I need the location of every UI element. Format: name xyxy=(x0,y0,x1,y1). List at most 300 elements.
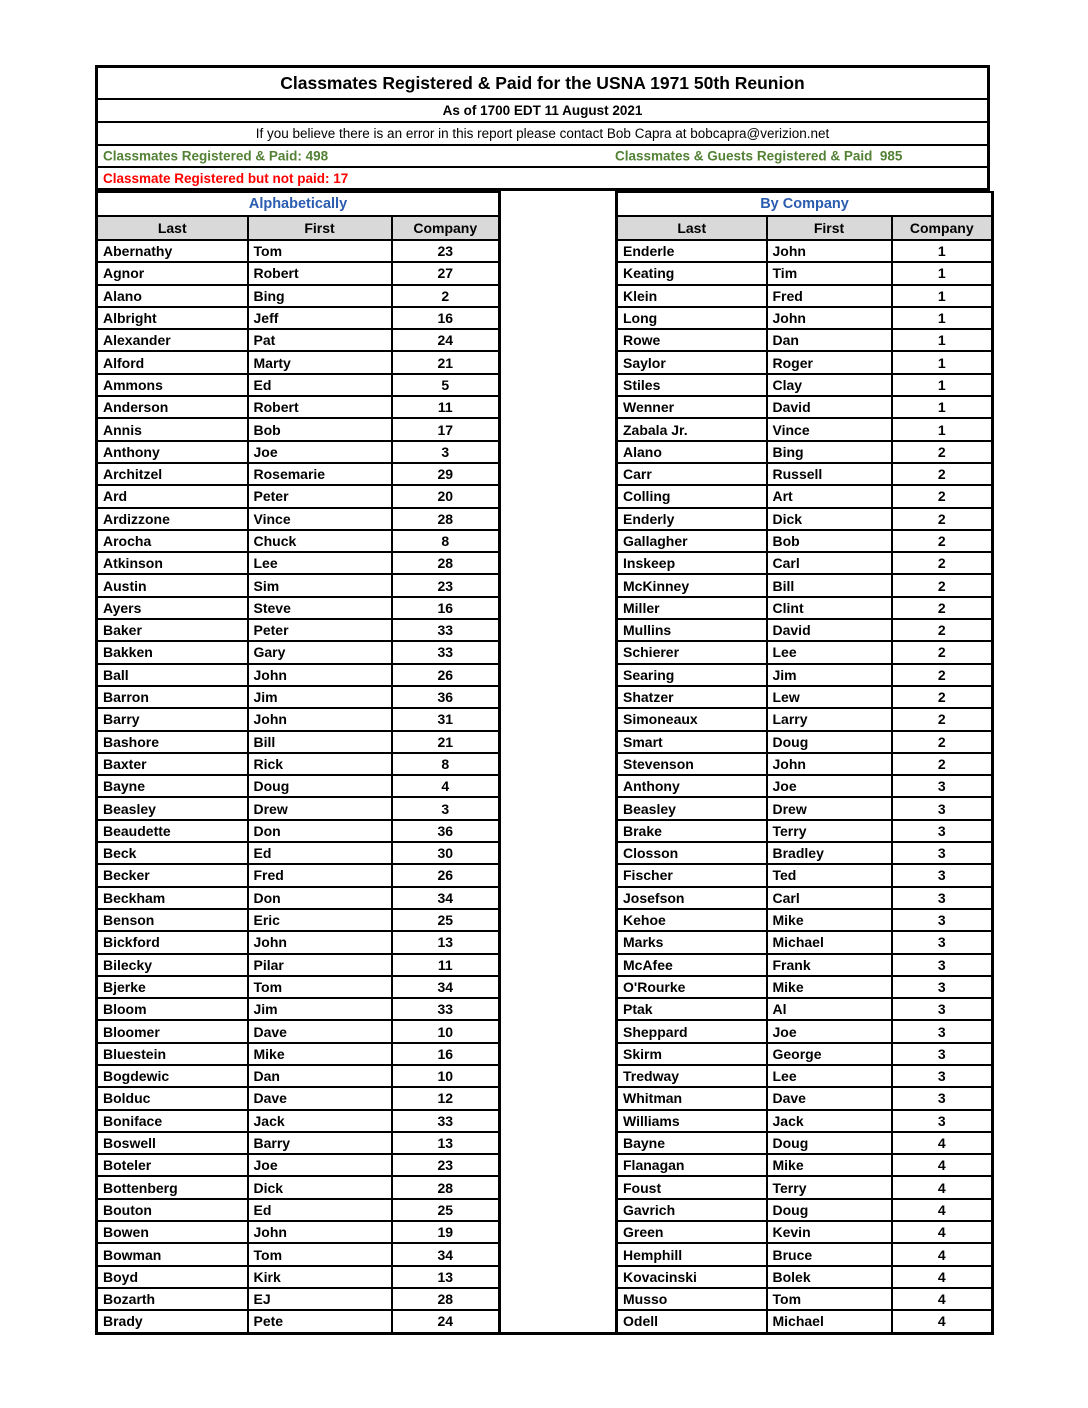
company-cell: 19 xyxy=(392,1221,500,1243)
last-cell: Miller xyxy=(617,597,767,619)
table-row xyxy=(617,619,993,641)
as-of-timestamp: As of 1700 EDT 11 August 2021 xyxy=(98,100,987,123)
table-row xyxy=(97,262,500,284)
table-row xyxy=(617,1266,993,1288)
last-cell: Bowen xyxy=(97,1221,248,1243)
table-row xyxy=(97,1243,500,1265)
first-cell: Dave xyxy=(248,1087,392,1109)
table-row xyxy=(617,1221,993,1243)
table-row xyxy=(617,329,993,351)
first-cell: Bob xyxy=(248,418,392,440)
last-cell: Whitman xyxy=(617,1087,767,1109)
first-cell: Bolek xyxy=(767,1266,892,1288)
table-row xyxy=(617,686,993,708)
report-header xyxy=(95,65,990,191)
company-cell: 3 xyxy=(892,864,993,886)
first-cell: Drew xyxy=(248,797,392,819)
company-cell: 2 xyxy=(892,530,993,552)
table-row xyxy=(617,485,993,507)
table-row xyxy=(97,1043,500,1065)
column-header-first: First xyxy=(248,216,392,240)
last-cell: Enderle xyxy=(617,240,767,262)
last-cell: Boteler xyxy=(97,1154,248,1176)
first-cell: Joe xyxy=(767,1020,892,1042)
last-cell: Wenner xyxy=(617,396,767,418)
first-cell: Dan xyxy=(767,329,892,351)
table-row xyxy=(617,1243,993,1265)
report-sheet xyxy=(95,65,990,1335)
table-row xyxy=(97,753,500,775)
company-cell: 21 xyxy=(392,351,500,373)
company-cell: 1 xyxy=(892,374,993,396)
classmates-paid-count: Classmates Registered & Paid: 498 xyxy=(103,148,329,164)
first-cell: Bill xyxy=(248,731,392,753)
table-row xyxy=(617,1020,993,1042)
last-cell: Brake xyxy=(617,820,767,842)
last-cell: Schierer xyxy=(617,641,767,663)
last-cell: Inskeep xyxy=(617,552,767,574)
table-row xyxy=(97,351,500,373)
company-cell: 30 xyxy=(392,842,500,864)
first-cell: Art xyxy=(767,485,892,507)
table-row xyxy=(97,686,500,708)
company-cell: 4 xyxy=(892,1154,993,1176)
table-row xyxy=(617,441,993,463)
table-row xyxy=(617,731,993,753)
first-cell: Pat xyxy=(248,329,392,351)
table-row xyxy=(97,508,500,530)
last-cell: Bogdewic xyxy=(97,1065,248,1087)
table-row xyxy=(97,1154,500,1176)
first-cell: Terry xyxy=(767,820,892,842)
alphabetical-section-title: Alphabetically xyxy=(97,192,500,216)
first-cell: John xyxy=(248,1221,392,1243)
table-row xyxy=(97,1110,500,1132)
table-row xyxy=(97,641,500,663)
last-cell: Flanagan xyxy=(617,1154,767,1176)
table-row xyxy=(617,552,993,574)
company-cell: 33 xyxy=(392,1110,500,1132)
first-cell: Jim xyxy=(248,686,392,708)
company-cell: 4 xyxy=(392,775,500,797)
table-row xyxy=(617,1288,993,1310)
last-cell: Fischer xyxy=(617,864,767,886)
table-row xyxy=(97,307,500,329)
last-cell: Shatzer xyxy=(617,686,767,708)
table-row xyxy=(617,240,993,262)
last-cell: Klein xyxy=(617,285,767,307)
first-cell: Dick xyxy=(767,508,892,530)
last-cell: Bluestein xyxy=(97,1043,248,1065)
table-row xyxy=(617,909,993,931)
last-cell: Green xyxy=(617,1221,767,1243)
first-cell: Ed xyxy=(248,842,392,864)
first-cell: Robert xyxy=(248,262,392,284)
company-cell: 16 xyxy=(392,307,500,329)
table-row xyxy=(97,1132,500,1154)
table-row xyxy=(97,1176,500,1198)
table-row xyxy=(617,1087,993,1109)
company-cell: 34 xyxy=(392,976,500,998)
table-row xyxy=(617,641,993,663)
first-cell: Dick xyxy=(248,1176,392,1198)
first-cell: Tim xyxy=(767,262,892,284)
last-cell: Benson xyxy=(97,909,248,931)
first-cell: Steve xyxy=(248,597,392,619)
first-cell: Pete xyxy=(248,1310,392,1333)
company-cell: 3 xyxy=(892,797,993,819)
last-cell: Hemphill xyxy=(617,1243,767,1265)
company-cell: 13 xyxy=(392,1132,500,1154)
column-header-last: Last xyxy=(97,216,248,240)
company-cell: 33 xyxy=(392,641,500,663)
last-cell: Stevenson xyxy=(617,753,767,775)
by-company-table xyxy=(615,191,994,1335)
table-row xyxy=(617,574,993,596)
table-row xyxy=(97,842,500,864)
last-cell: Ball xyxy=(97,664,248,686)
company-cell: 33 xyxy=(392,619,500,641)
last-cell: Bickford xyxy=(97,931,248,953)
table-row xyxy=(617,1154,993,1176)
first-cell: Carl xyxy=(767,552,892,574)
table-row xyxy=(97,1266,500,1288)
last-cell: Marks xyxy=(617,931,767,953)
table-row xyxy=(617,1043,993,1065)
last-cell: Anderson xyxy=(97,396,248,418)
last-cell: Bakken xyxy=(97,641,248,663)
last-cell: Ardizzone xyxy=(97,508,248,530)
company-cell: 1 xyxy=(892,285,993,307)
company-cell: 36 xyxy=(392,820,500,842)
table-row xyxy=(617,396,993,418)
last-cell: Alexander xyxy=(97,329,248,351)
first-cell: Tom xyxy=(248,1243,392,1265)
paid-counts-row xyxy=(98,146,987,168)
not-paid-row xyxy=(98,168,987,191)
table-row xyxy=(617,976,993,998)
company-cell: 28 xyxy=(392,552,500,574)
table-row xyxy=(97,597,500,619)
last-cell: Bilecky xyxy=(97,954,248,976)
company-cell: 2 xyxy=(892,708,993,730)
first-cell: Joe xyxy=(767,775,892,797)
company-cell: 24 xyxy=(392,329,500,351)
table-row xyxy=(97,708,500,730)
last-cell: Bottenberg xyxy=(97,1176,248,1198)
company-cell: 23 xyxy=(392,240,500,262)
company-cell: 12 xyxy=(392,1087,500,1109)
company-cell: 27 xyxy=(392,262,500,284)
last-cell: Colling xyxy=(617,485,767,507)
last-cell: Mullins xyxy=(617,619,767,641)
last-cell: Barron xyxy=(97,686,248,708)
alphabetical-table xyxy=(95,191,501,1335)
table-row xyxy=(617,998,993,1020)
table-row xyxy=(97,374,500,396)
first-cell: Doug xyxy=(248,775,392,797)
last-cell: Anthony xyxy=(97,441,248,463)
first-cell: Tom xyxy=(767,1288,892,1310)
first-cell: Dave xyxy=(767,1087,892,1109)
first-cell: Bing xyxy=(248,285,392,307)
company-cell: 17 xyxy=(392,418,500,440)
company-cell: 3 xyxy=(892,820,993,842)
first-cell: Rick xyxy=(248,753,392,775)
table-row xyxy=(97,441,500,463)
company-cell: 8 xyxy=(392,530,500,552)
company-cell: 13 xyxy=(392,931,500,953)
company-cell: 3 xyxy=(892,1110,993,1132)
company-cell: 34 xyxy=(392,1243,500,1265)
first-cell: Mike xyxy=(767,1154,892,1176)
company-cell: 4 xyxy=(892,1221,993,1243)
company-cell: 2 xyxy=(892,485,993,507)
company-cell: 16 xyxy=(392,597,500,619)
last-cell: Gallagher xyxy=(617,530,767,552)
company-cell: 23 xyxy=(392,574,500,596)
company-cell: 25 xyxy=(392,1199,500,1221)
last-cell: Bloomer xyxy=(97,1020,248,1042)
company-cell: 2 xyxy=(892,574,993,596)
last-cell: Becker xyxy=(97,864,248,886)
company-cell: 1 xyxy=(892,262,993,284)
last-cell: Abernathy xyxy=(97,240,248,262)
company-cell: 5 xyxy=(392,374,500,396)
registered-not-paid-count: Classmate Registered but not paid: 17 xyxy=(103,170,349,186)
last-cell: Sheppard xyxy=(617,1020,767,1042)
company-cell: 1 xyxy=(892,329,993,351)
table-row xyxy=(617,351,993,373)
first-cell: Marty xyxy=(248,351,392,373)
company-cell: 2 xyxy=(392,285,500,307)
last-cell: Kovacinski xyxy=(617,1266,767,1288)
table-row xyxy=(617,954,993,976)
last-cell: Ptak xyxy=(617,998,767,1020)
first-cell: Bing xyxy=(767,441,892,463)
first-cell: Bill xyxy=(767,574,892,596)
last-cell: Beck xyxy=(97,842,248,864)
last-cell: Bayne xyxy=(617,1132,767,1154)
company-cell: 28 xyxy=(392,508,500,530)
company-cell: 2 xyxy=(892,508,993,530)
last-cell: Stiles xyxy=(617,374,767,396)
table-row xyxy=(97,463,500,485)
company-cell: 11 xyxy=(392,396,500,418)
last-cell: Williams xyxy=(617,1110,767,1132)
company-cell: 2 xyxy=(892,463,993,485)
last-cell: Beckham xyxy=(97,887,248,909)
table-row xyxy=(97,909,500,931)
company-cell: 1 xyxy=(892,307,993,329)
company-cell: 3 xyxy=(892,842,993,864)
first-cell: Rosemarie xyxy=(248,463,392,485)
first-cell: Larry xyxy=(767,708,892,730)
first-cell: Chuck xyxy=(248,530,392,552)
first-cell: Joe xyxy=(248,441,392,463)
first-cell: John xyxy=(248,708,392,730)
last-cell: Anthony xyxy=(617,775,767,797)
last-cell: Rowe xyxy=(617,329,767,351)
company-cell: 36 xyxy=(392,686,500,708)
company-cell: 2 xyxy=(892,441,993,463)
page-title: Classmates Registered & Paid for the USNA 1971 50th Reunion xyxy=(98,68,987,100)
last-cell: Alano xyxy=(97,285,248,307)
first-cell: Jack xyxy=(767,1110,892,1132)
last-cell: Bowman xyxy=(97,1243,248,1265)
first-cell: Lee xyxy=(767,1065,892,1087)
first-cell: John xyxy=(248,664,392,686)
first-cell: Mike xyxy=(767,909,892,931)
first-cell: Mike xyxy=(767,976,892,998)
last-cell: Ayers xyxy=(97,597,248,619)
section-title-row xyxy=(617,192,993,216)
table-row xyxy=(617,753,993,775)
company-cell: 1 xyxy=(892,396,993,418)
company-cell: 26 xyxy=(392,864,500,886)
last-cell: Baxter xyxy=(97,753,248,775)
company-cell: 3 xyxy=(892,775,993,797)
first-cell: Carl xyxy=(767,887,892,909)
company-cell: 4 xyxy=(892,1266,993,1288)
first-cell: Don xyxy=(248,820,392,842)
first-cell: Doug xyxy=(767,1132,892,1154)
company-cell: 4 xyxy=(892,1288,993,1310)
last-cell: Bouton xyxy=(97,1199,248,1221)
company-cell: 29 xyxy=(392,463,500,485)
company-cell: 20 xyxy=(392,485,500,507)
column-header-last: Last xyxy=(617,216,767,240)
table-row xyxy=(617,1110,993,1132)
first-cell: Frank xyxy=(767,954,892,976)
company-cell: 1 xyxy=(892,418,993,440)
company-cell: 2 xyxy=(892,753,993,775)
first-cell: John xyxy=(767,240,892,262)
first-cell: Vince xyxy=(767,418,892,440)
first-cell: Clay xyxy=(767,374,892,396)
table-spacer xyxy=(501,191,615,1335)
first-cell: Clint xyxy=(767,597,892,619)
table-row xyxy=(97,820,500,842)
last-cell: Bayne xyxy=(97,775,248,797)
table-row xyxy=(97,775,500,797)
table-row xyxy=(97,552,500,574)
company-cell: 25 xyxy=(392,909,500,931)
first-cell: Joe xyxy=(248,1154,392,1176)
company-cell: 21 xyxy=(392,731,500,753)
last-cell: Boswell xyxy=(97,1132,248,1154)
table-row xyxy=(97,329,500,351)
first-cell: EJ xyxy=(248,1288,392,1310)
table-row xyxy=(617,374,993,396)
company-cell: 4 xyxy=(892,1243,993,1265)
column-header-first: First xyxy=(767,216,892,240)
first-cell: Bob xyxy=(767,530,892,552)
last-cell: Enderly xyxy=(617,508,767,530)
first-cell: Jim xyxy=(248,998,392,1020)
last-cell: Simoneaux xyxy=(617,708,767,730)
company-cell: 10 xyxy=(392,1020,500,1042)
last-cell: Agnor xyxy=(97,262,248,284)
table-row xyxy=(97,998,500,1020)
first-cell: Pilar xyxy=(248,954,392,976)
first-cell: Vince xyxy=(248,508,392,530)
column-header-company: Company xyxy=(392,216,500,240)
last-cell: Annis xyxy=(97,418,248,440)
last-cell: Carr xyxy=(617,463,767,485)
classmates-guests-paid-count: Classmates & Guests Registered & Paid 985 xyxy=(615,148,903,164)
first-cell: George xyxy=(767,1043,892,1065)
table-row xyxy=(97,664,500,686)
first-cell: Michael xyxy=(767,1310,892,1333)
first-cell: Doug xyxy=(767,731,892,753)
last-cell: Skirm xyxy=(617,1043,767,1065)
first-cell: Lew xyxy=(767,686,892,708)
company-cell: 2 xyxy=(892,552,993,574)
table-row xyxy=(97,731,500,753)
company-cell: 4 xyxy=(892,1176,993,1198)
company-cell: 3 xyxy=(892,887,993,909)
table-row xyxy=(97,574,500,596)
first-cell: Ted xyxy=(767,864,892,886)
table-row xyxy=(617,931,993,953)
table-row xyxy=(617,797,993,819)
table-row xyxy=(617,887,993,909)
table-row xyxy=(97,976,500,998)
company-cell: 3 xyxy=(892,1043,993,1065)
company-cell: 11 xyxy=(392,954,500,976)
first-cell: Roger xyxy=(767,351,892,373)
table-row xyxy=(97,619,500,641)
last-cell: Zabala Jr. xyxy=(617,418,767,440)
table-row xyxy=(617,1065,993,1087)
last-cell: Ammons xyxy=(97,374,248,396)
first-cell: Russell xyxy=(767,463,892,485)
last-cell: Foust xyxy=(617,1176,767,1198)
company-cell: 2 xyxy=(892,731,993,753)
roster-tables xyxy=(95,191,990,1335)
last-cell: Smart xyxy=(617,731,767,753)
first-cell: Don xyxy=(248,887,392,909)
company-cell: 24 xyxy=(392,1310,500,1333)
last-cell: Gavrich xyxy=(617,1199,767,1221)
first-cell: John xyxy=(767,753,892,775)
table-row xyxy=(97,1199,500,1221)
company-cell: 3 xyxy=(392,797,500,819)
first-cell: Lee xyxy=(767,641,892,663)
company-cell: 28 xyxy=(392,1176,500,1198)
first-cell: Tom xyxy=(248,240,392,262)
last-cell: Keating xyxy=(617,262,767,284)
first-cell: Dan xyxy=(248,1065,392,1087)
table-row xyxy=(617,842,993,864)
first-cell: John xyxy=(767,307,892,329)
last-cell: Bloom xyxy=(97,998,248,1020)
company-cell: 16 xyxy=(392,1043,500,1065)
table-row xyxy=(617,307,993,329)
company-cell: 4 xyxy=(892,1132,993,1154)
table-row xyxy=(97,240,500,262)
first-cell: John xyxy=(248,931,392,953)
last-cell: Arocha xyxy=(97,530,248,552)
last-cell: Alford xyxy=(97,351,248,373)
table-row xyxy=(617,530,993,552)
table-row xyxy=(617,463,993,485)
company-cell: 34 xyxy=(392,887,500,909)
last-cell: Barry xyxy=(97,708,248,730)
last-cell: Bozarth xyxy=(97,1288,248,1310)
column-header-company: Company xyxy=(892,216,993,240)
